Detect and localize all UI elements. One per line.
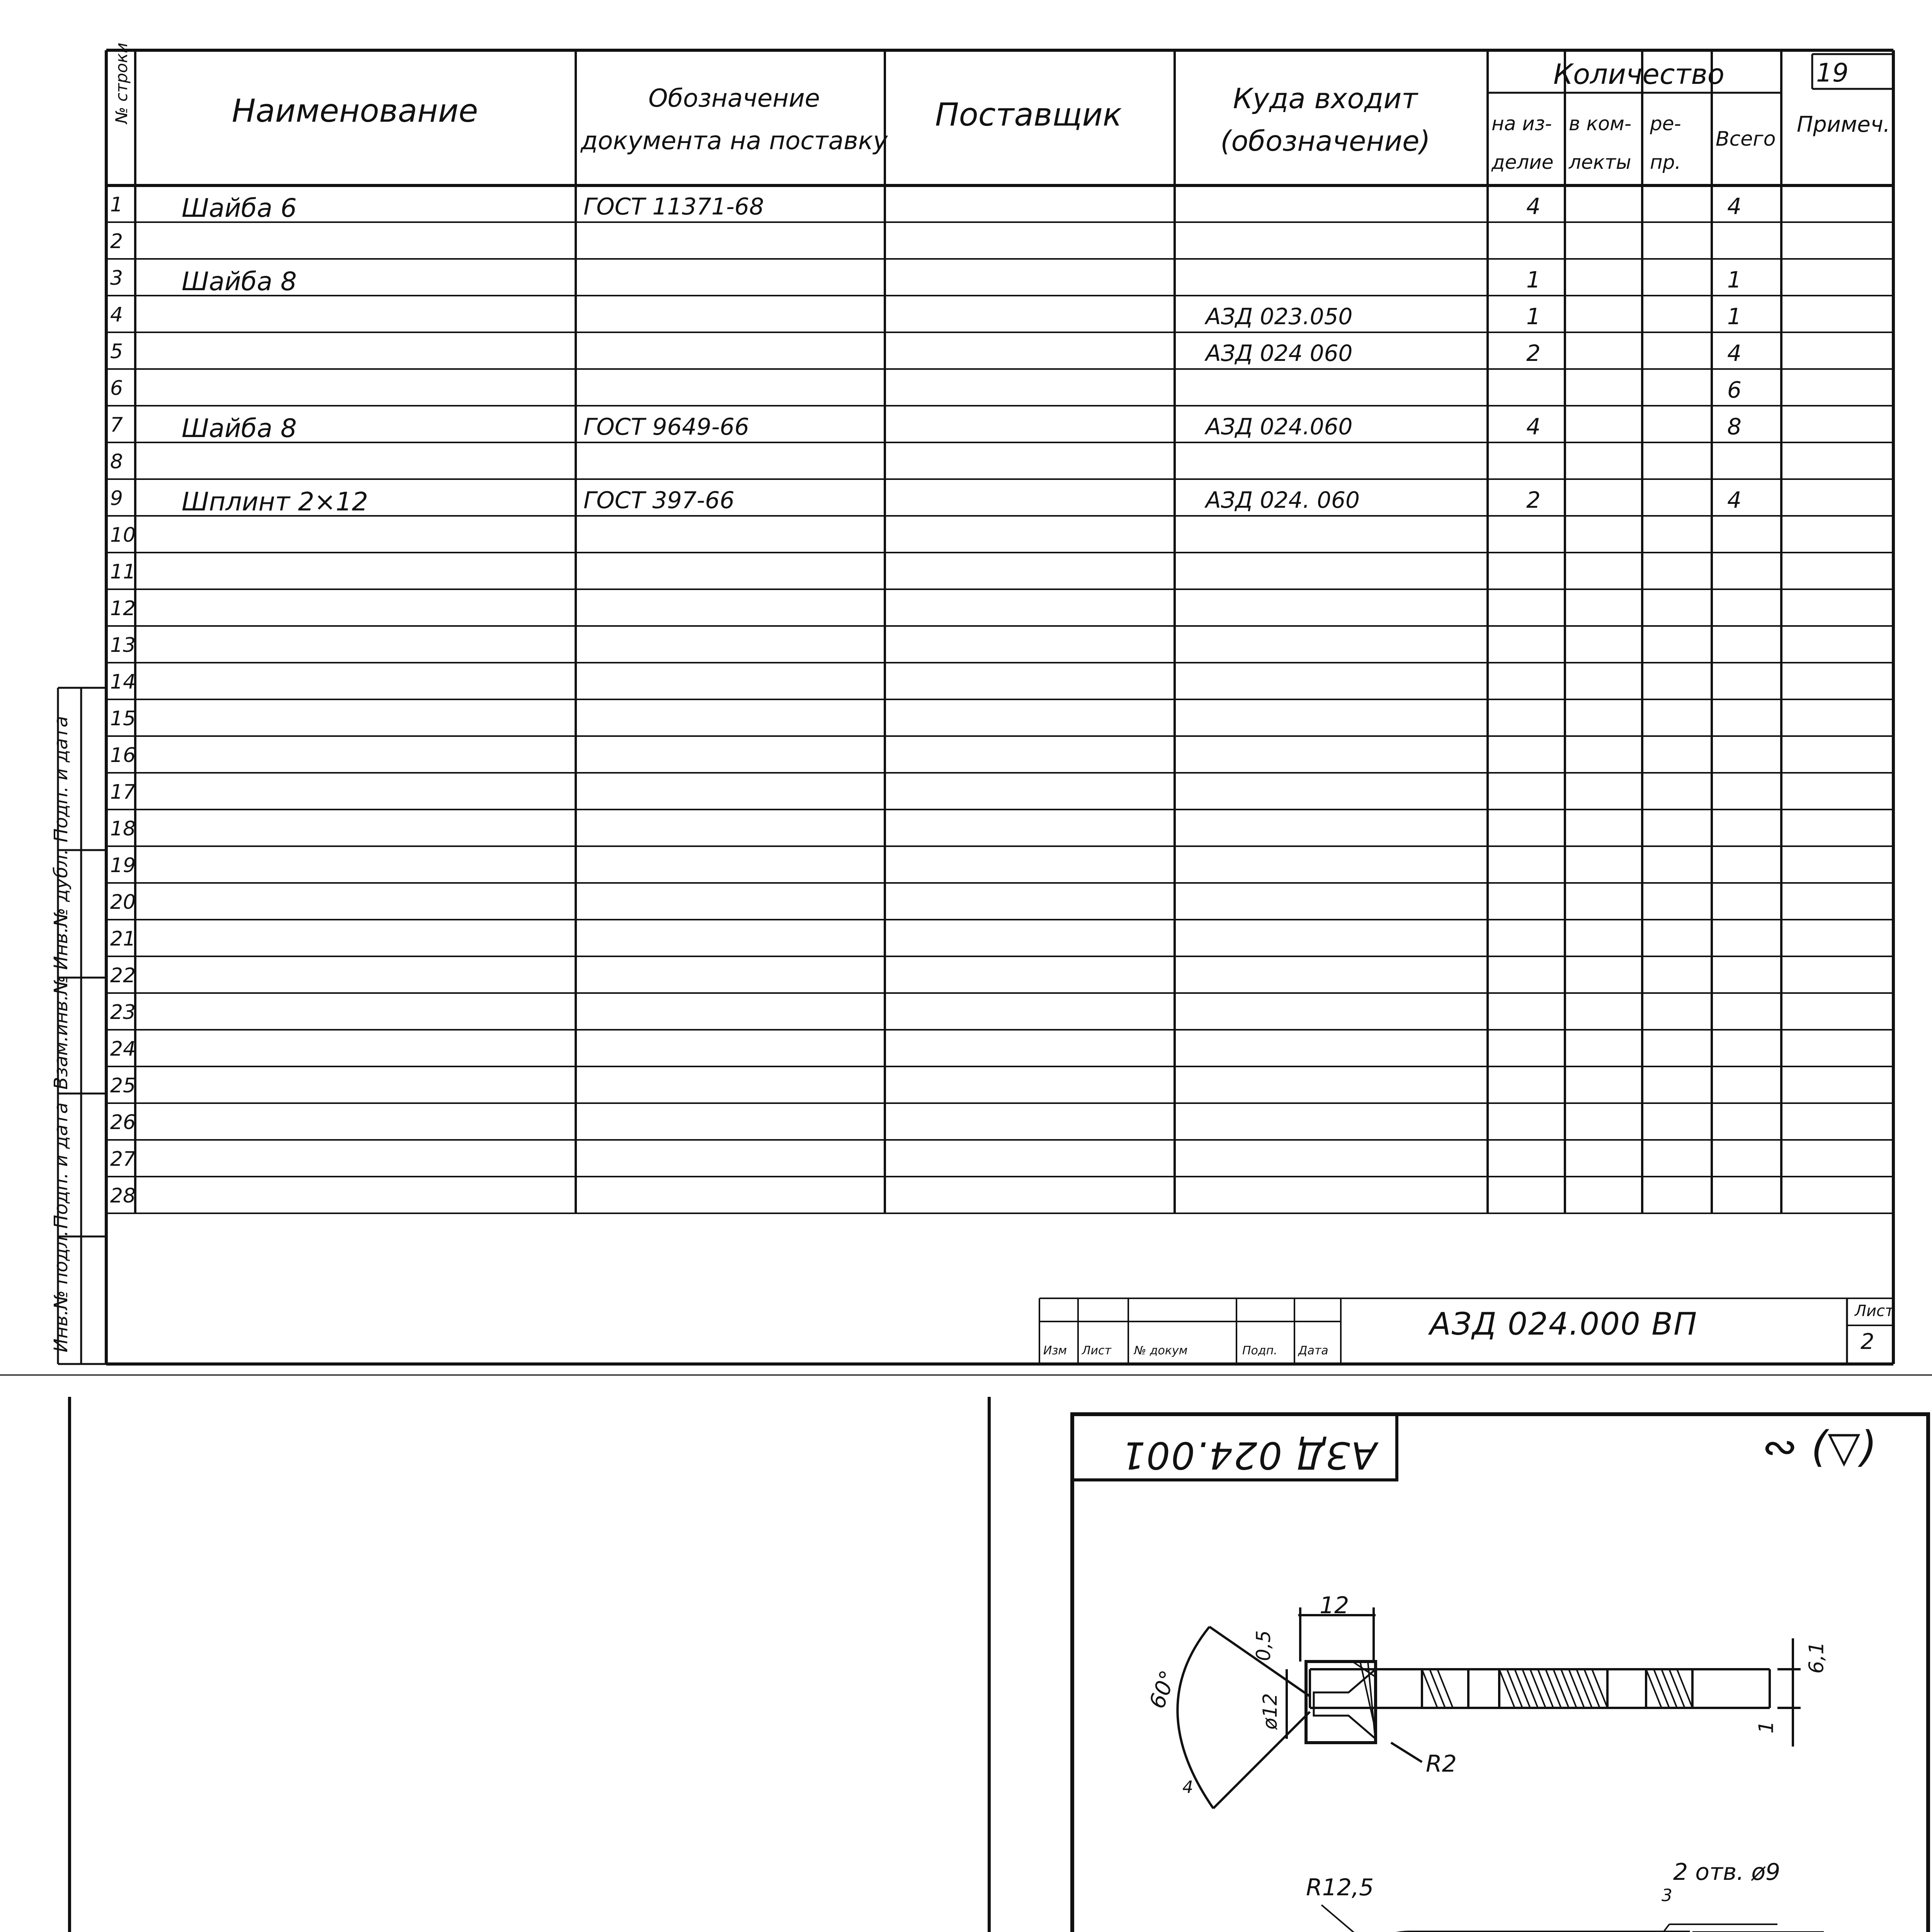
row-name: Шплинт 2×12 xyxy=(182,487,368,517)
row-document: ГОСТ 9649-66 xyxy=(583,413,749,440)
stamp-col-sign: Подп. xyxy=(1242,1344,1277,1357)
row-name: Шайба 8 xyxy=(182,413,297,443)
row-qty-total: 4 xyxy=(1727,193,1742,219)
row-number: 3 xyxy=(110,267,123,290)
header-name: Наименование xyxy=(232,93,478,129)
side-label-orig-inv: Инв.№ подл. xyxy=(50,1230,72,1352)
header-row-number: № строки xyxy=(112,43,131,124)
row-number: 23 xyxy=(110,1001,136,1024)
row-qty-item: 1 xyxy=(1526,267,1541,293)
dim-roughness-3: 3 xyxy=(1662,1886,1672,1905)
row-number: 20 xyxy=(110,891,136,914)
row-qty-total: 1 xyxy=(1727,267,1742,293)
row-number: 26 xyxy=(110,1111,136,1134)
row-number: 21 xyxy=(110,927,136,951)
row-number: 8 xyxy=(110,450,123,473)
row-document: ГОСТ 11371-68 xyxy=(583,193,764,220)
row-document: ГОСТ 397-66 xyxy=(583,487,735,514)
row-number: 10 xyxy=(110,524,136,547)
row-destination: АЗД 024 060 xyxy=(1206,340,1353,366)
row-qty-item: 2 xyxy=(1526,340,1541,366)
dim-chamfer: 0,5 xyxy=(1252,1630,1275,1661)
row-number: 11 xyxy=(110,560,136,583)
header-qty-repair: ре- пр. xyxy=(1650,112,1681,173)
stamp-sheet-number: 2 xyxy=(1861,1329,1874,1354)
side-label-dup-inv: Инв.№ дубл. xyxy=(50,849,72,970)
row-number: 5 xyxy=(110,340,123,363)
side-label-sign-date-1: Подп. и дата xyxy=(50,716,72,842)
row-number: 9 xyxy=(110,487,123,510)
header-note: Примеч. xyxy=(1797,112,1890,137)
row-number: 13 xyxy=(110,634,136,657)
stamp-sheet-label: Лист xyxy=(1855,1302,1894,1320)
header-quantity: Количество xyxy=(1553,58,1725,90)
header-qty-per-item: на из- делие xyxy=(1492,112,1554,173)
row-qty-item: 2 xyxy=(1526,487,1541,513)
row-qty-item: 4 xyxy=(1526,413,1541,440)
stamp-col-date: Дата xyxy=(1298,1344,1328,1357)
header-supplier: Поставщик xyxy=(935,97,1122,133)
row-destination: АЗД 023.050 xyxy=(1206,303,1353,330)
header-document: Обозначение документа на поставку xyxy=(580,84,888,155)
row-number: 25 xyxy=(110,1074,136,1097)
row-number: 19 xyxy=(110,854,136,877)
plan-view xyxy=(1275,1905,1824,1932)
row-number: 15 xyxy=(110,707,136,730)
row-qty-total: 4 xyxy=(1727,340,1742,366)
stamp-col-doc: № докум xyxy=(1134,1344,1188,1357)
row-name: Шайба 8 xyxy=(182,267,297,296)
row-destination: АЗД 024. 060 xyxy=(1206,487,1360,513)
row-qty-total: 6 xyxy=(1727,377,1742,403)
stamp-col-change: Изм xyxy=(1043,1344,1067,1357)
side-label-replace-inv: Взам.инв.№ xyxy=(50,975,72,1090)
row-number: 28 xyxy=(110,1184,136,1208)
dim-two-holes: 2 отв. ø9 xyxy=(1673,1859,1781,1886)
header-destination: Куда входит (обозначение) xyxy=(1220,82,1430,157)
row-number: 27 xyxy=(110,1148,136,1171)
row-number: 2 xyxy=(110,230,123,253)
row-qty-total: 1 xyxy=(1727,303,1742,330)
row-qty-item: 1 xyxy=(1526,303,1541,330)
row-number: 1 xyxy=(110,193,123,216)
dim-angle: 60° xyxy=(1145,1667,1182,1712)
row-number: 14 xyxy=(110,670,136,694)
row-number: 16 xyxy=(110,744,136,767)
roughness-symbol: ∾ (▽) xyxy=(1762,1422,1877,1471)
row-qty-total: 8 xyxy=(1727,413,1742,440)
row-name: Шайба 6 xyxy=(182,193,297,223)
sheet-page-number: 19 xyxy=(1816,58,1849,88)
row-destination: АЗД 024.060 xyxy=(1206,413,1353,440)
row-number: 4 xyxy=(110,303,123,327)
row-number: 24 xyxy=(110,1037,136,1061)
dim-roughness-4: 4 xyxy=(1182,1777,1193,1797)
header-qty-set: в ком- лекты xyxy=(1569,112,1631,173)
dim-thickness: 6,1 xyxy=(1805,1641,1828,1674)
row-number: 6 xyxy=(110,377,123,400)
row-qty-item: 4 xyxy=(1526,193,1541,219)
dim-thickness-1: 1 xyxy=(1755,1721,1778,1734)
dim-radius-12-5: R12,5 xyxy=(1306,1874,1374,1901)
part-mark-upside-down: АЗД 024.001 xyxy=(1121,1434,1377,1477)
dim-bore: ø12 xyxy=(1259,1693,1282,1730)
part-drawing xyxy=(0,1376,1932,1932)
row-qty-total: 4 xyxy=(1727,487,1742,513)
row-number: 18 xyxy=(110,817,136,840)
row-number: 22 xyxy=(110,964,136,987)
dim-length-12: 12 xyxy=(1320,1592,1349,1619)
part-drawing-sheet xyxy=(0,1376,1932,1932)
dim-radius-2: R2 xyxy=(1426,1750,1457,1777)
stamp-designation: АЗД 024.000 ВП xyxy=(1430,1306,1698,1342)
header-qty-total: Всего xyxy=(1716,128,1776,151)
stamp-col-sheet: Лист xyxy=(1082,1344,1112,1357)
side-label-sign-date-2: Подп. и дата xyxy=(50,1102,72,1229)
row-number: 12 xyxy=(110,597,136,620)
row-number: 7 xyxy=(110,413,123,437)
row-number: 17 xyxy=(110,781,136,804)
